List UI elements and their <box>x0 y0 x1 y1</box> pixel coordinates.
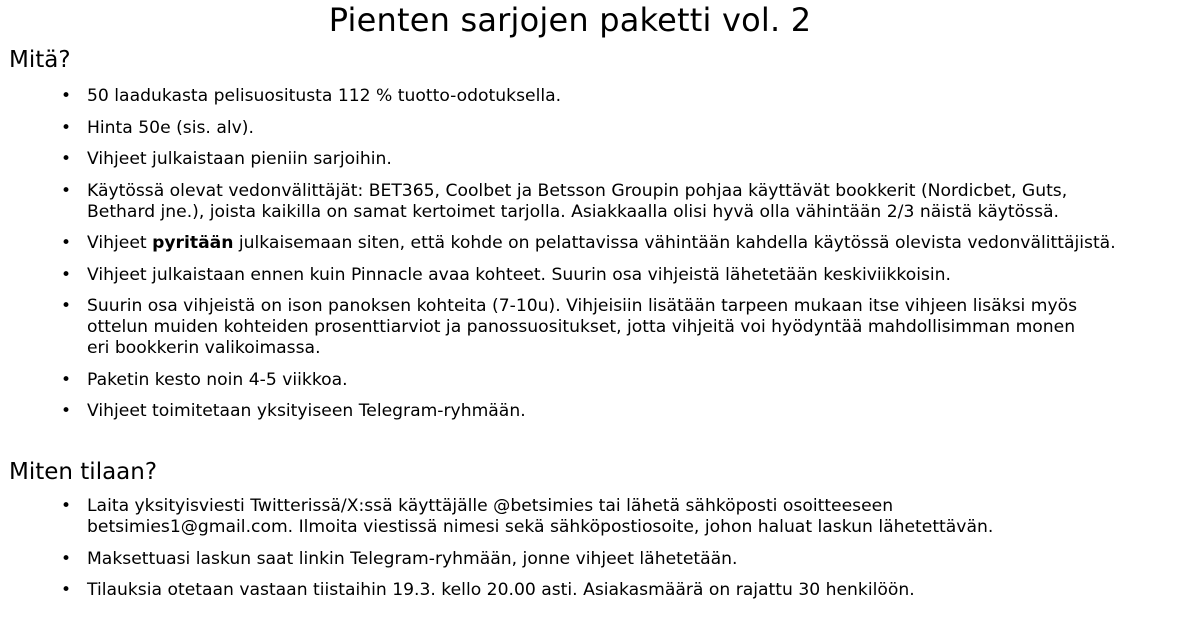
list-item-text-pre: Vihjeet <box>87 233 153 253</box>
bullet-list-order <box>0 496 1190 612</box>
list-item-text: Vihjeet toimitetaan yksityiseen Telegram-ryhmään. <box>87 401 526 421</box>
list-item-text: eri bookkerin valikoimassa. <box>87 338 321 358</box>
list-item <box>0 296 1190 359</box>
bullet-icon: • <box>61 233 72 253</box>
emphasis-text: pyritään <box>152 233 234 253</box>
list-item-text <box>87 233 1190 254</box>
list-item-text: Maksettuasi laskun saat linkin Telegram-ryhmään, jonne vihjeet lähetetään. <box>87 548 738 569</box>
list-item-text-post: julkaisemaan siten, että kohde on pelattavissa vähintään kahdella käytössä olevista vedonvälittäjistä. <box>233 233 1116 253</box>
list-item <box>0 118 1190 139</box>
list-item <box>0 181 1190 223</box>
bullet-icon: • <box>61 264 72 285</box>
list-item <box>0 549 1190 570</box>
list-item <box>0 86 1190 107</box>
page-title: Pienten sarjojen paketti vol. 2 <box>328 1 812 39</box>
list-item-text: Suurin osa vihjeistä on ison panoksen kohteita (7-10u). Vihjeisiin lisätään tarpeen mukaan itse vihjeen lisäksi myös <box>87 296 1078 316</box>
list-item <box>0 265 1190 286</box>
bullet-icon: • <box>61 401 72 421</box>
list-item <box>0 401 1190 422</box>
bullet-icon: • <box>61 548 72 569</box>
list-item-text: betsimies1@gmail.com. Ilmoita viestissä nimesi sekä sähköpostiosoite, johon haluat laskun lähetettävän. <box>87 517 994 537</box>
list-item-text: Paketin kesto noin 4-5 viikkoa. <box>87 369 348 390</box>
list-item-text: 50 laadukasta pelisuositusta 112 % tuotto-odotuksella. <box>87 86 562 106</box>
list-item <box>0 149 1190 170</box>
list-item-text: ottelun muiden kohteiden prosenttiarviot ja panossuositukset, jotta vihjeitä voi hyödyntää mahdollisimman monen <box>87 317 1076 337</box>
bullet-list-what <box>0 86 1190 433</box>
list-item-text: Hinta 50e (sis. alv). <box>87 117 254 138</box>
list-item <box>0 496 1190 538</box>
list-item <box>0 370 1190 391</box>
bullet-icon: • <box>61 149 72 169</box>
bullet-icon: • <box>61 180 72 201</box>
section-heading-what: Mitä? <box>9 47 71 73</box>
list-item <box>0 580 1190 601</box>
list-item-text: Vihjeet julkaistaan pieniin sarjoihin. <box>87 149 392 169</box>
bullet-icon: • <box>61 296 72 316</box>
bullet-icon: • <box>61 580 72 600</box>
list-item-text: Bethard jne.), joista kaikilla on samat kertoimet tarjolla. Asiakkaalla olisi hyvä olla vähintään 2/3 näistä käytössä. <box>87 201 1059 222</box>
list-item-text: Käytössä olevat vedonvälittäjät: BET365, Coolbet ja Betsson Groupin pohjaa käyttävät bookkerit (Nordicbet, Guts, <box>87 180 1068 201</box>
section-heading-order: Miten tilaan? <box>9 459 158 485</box>
list-item-text: Laita yksityisviesti Twitterissä/X:ssä käyttäjälle @betsimies tai lähetä sähköposti osoitteeseen <box>87 496 894 516</box>
bullet-icon: • <box>61 369 72 390</box>
list-item-text: Tilauksia otetaan vastaan tiistaihin 19.3. kello 20.00 asti. Asiakasmäärä on rajattu 30 henkilöön. <box>87 580 915 600</box>
list-item <box>0 233 1190 254</box>
bullet-icon: • <box>61 496 72 516</box>
list-item-text: Vihjeet julkaistaan ennen kuin Pinnacle avaa kohteet. Suurin osa vihjeistä lähetetään keskiviikkoisin. <box>87 264 951 285</box>
bullet-icon: • <box>61 117 72 138</box>
bullet-icon: • <box>61 86 72 106</box>
